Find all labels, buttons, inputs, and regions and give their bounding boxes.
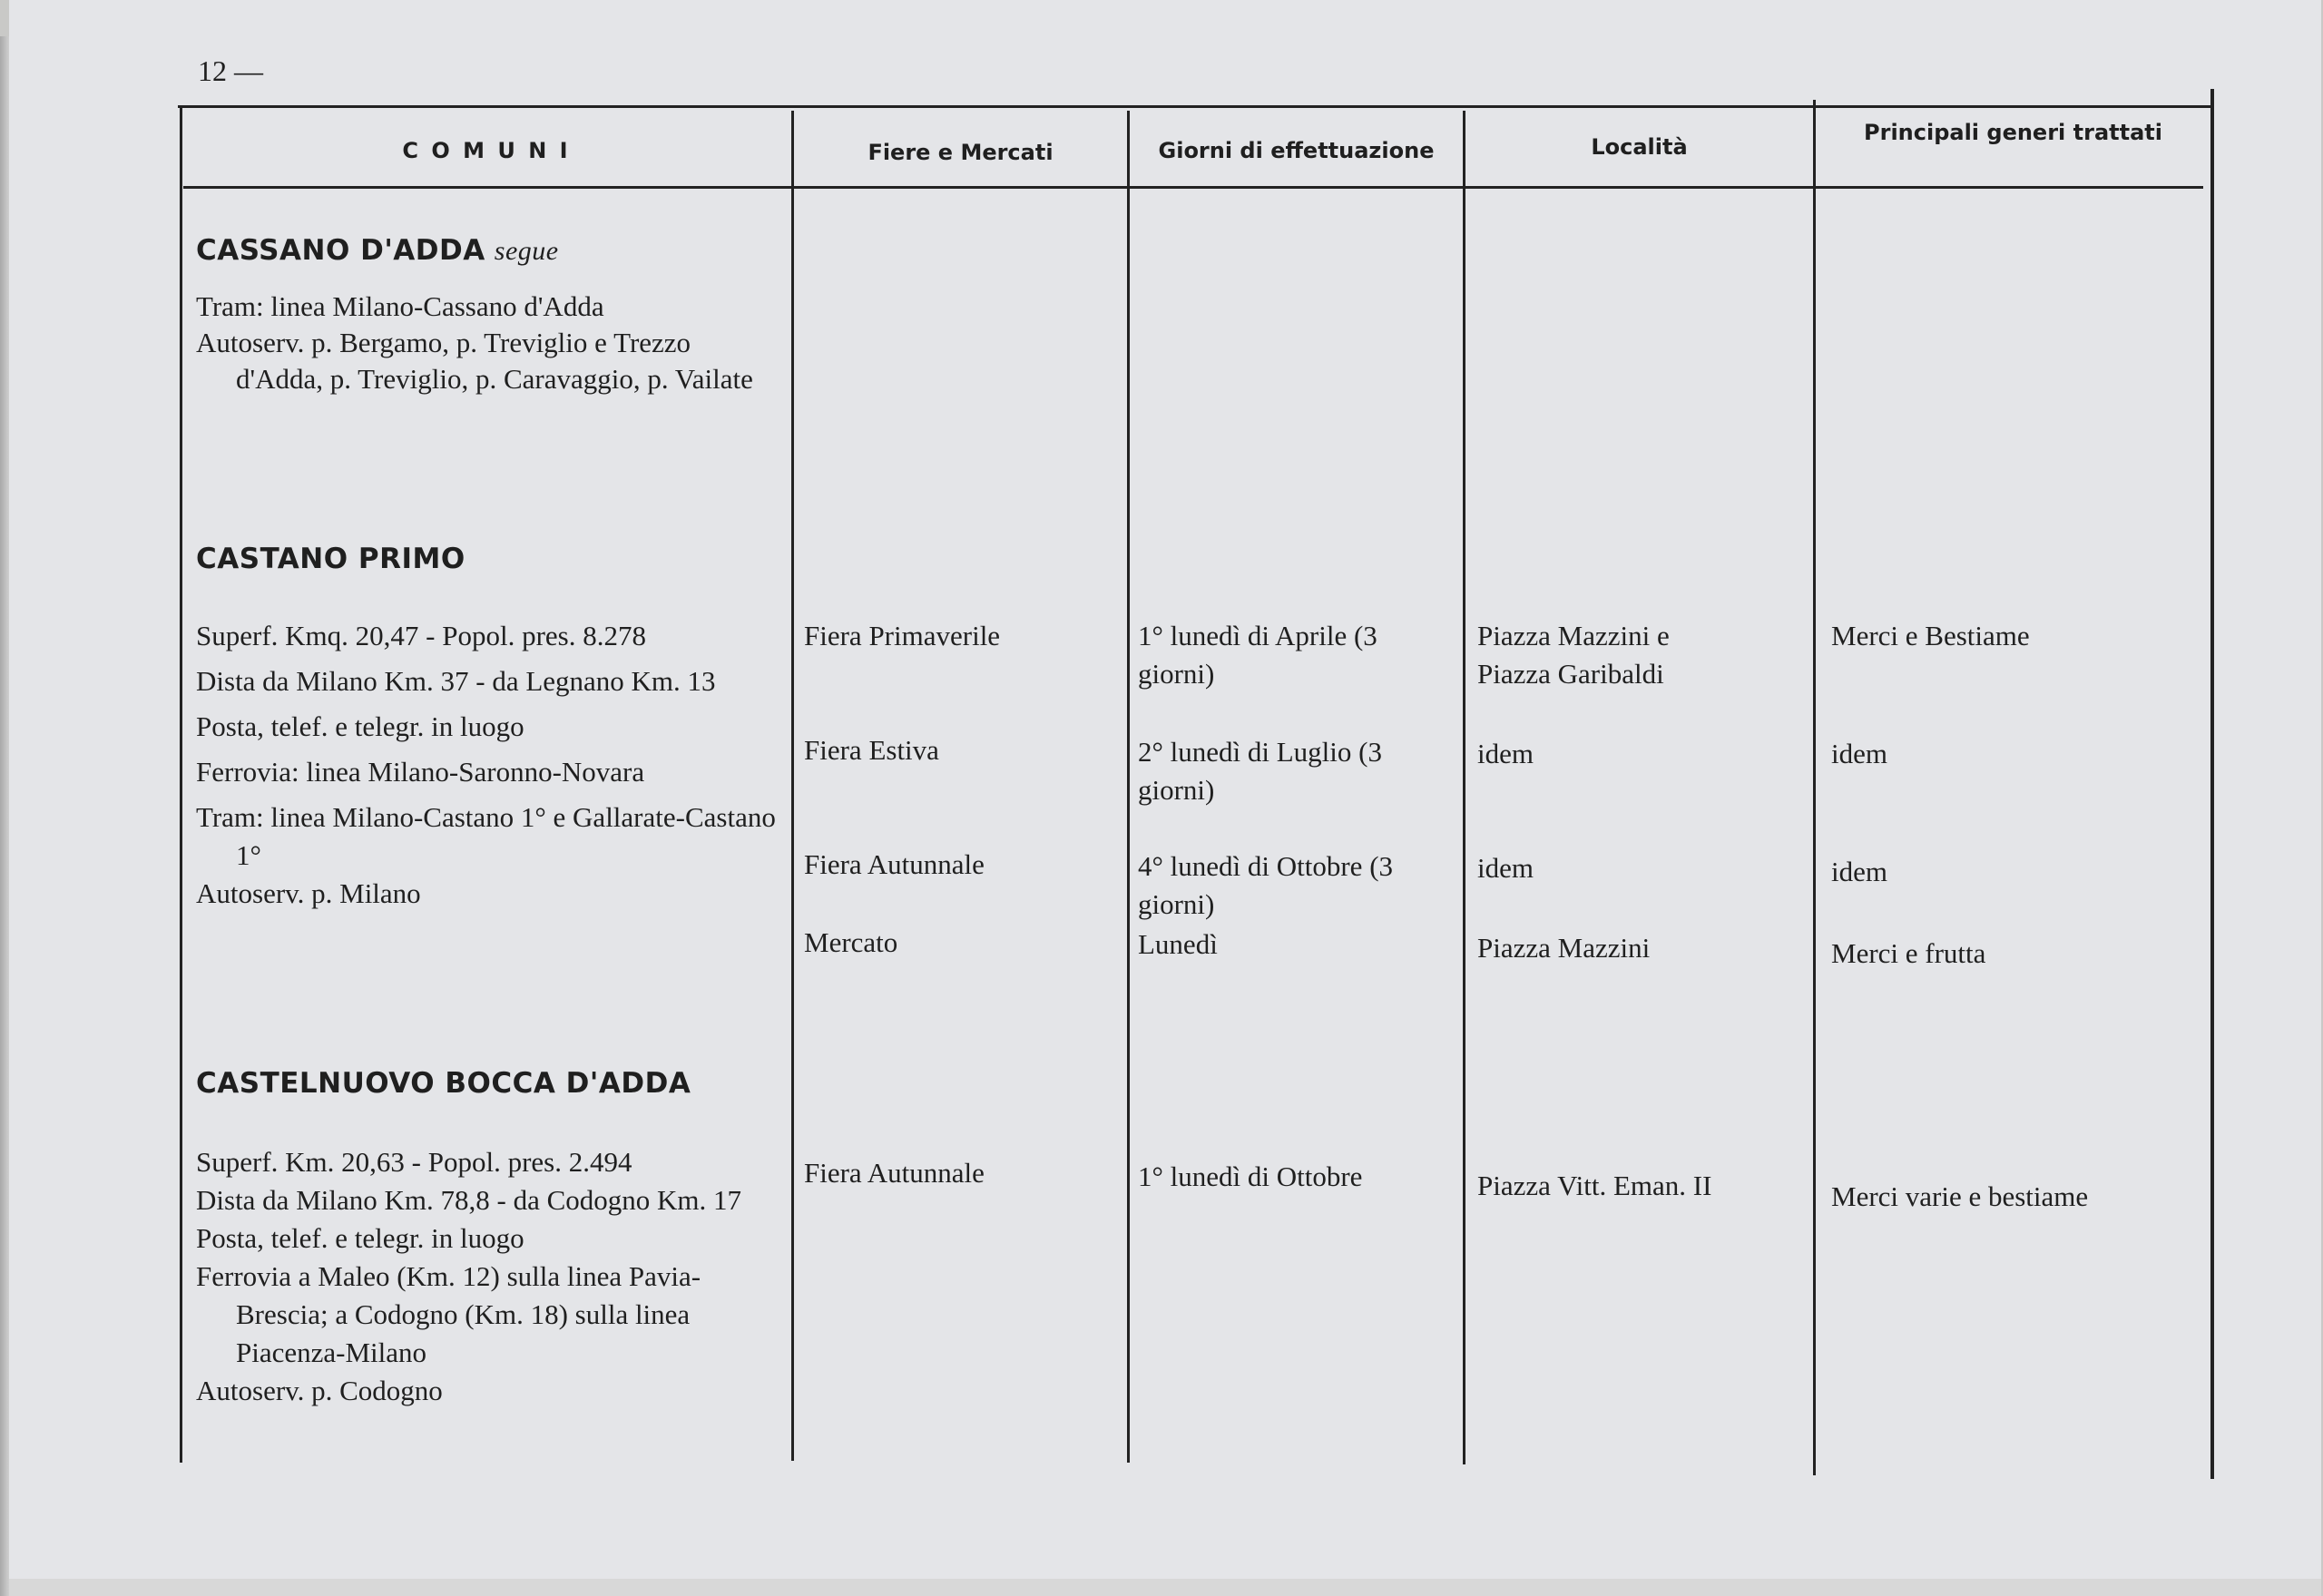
table-right-border — [2210, 89, 2214, 1479]
column-header-comuni: C O M U N I — [402, 138, 571, 163]
comune-info — [196, 289, 777, 397]
info-line: Dista da Milano Km. 37 - da Legnano Km. 13 — [196, 665, 716, 697]
info-line: Ferrovia a Maleo (Km. 12) sulla linea Pavia-Brescia; a Codogno (Km. 18) sulla linea Piacenza-Milano — [196, 1260, 701, 1368]
comune-info — [196, 617, 777, 913]
info-line: Autoserv. p. Milano — [196, 877, 421, 909]
localita-cell: Piazza Vitt. Eman. II — [1477, 1170, 1712, 1201]
column-divider-2 — [1127, 111, 1130, 1463]
localita-cell: Piazza Mazzini — [1477, 932, 1651, 964]
section-title — [196, 543, 466, 575]
giorni-cell: 4° lunedì di Ottobre (3 giorni) — [1138, 850, 1394, 920]
info-line: Posta, telef. e telegr. in luogo — [196, 710, 524, 742]
page-number: 12 — — [198, 54, 263, 87]
table-top-border — [178, 105, 2210, 108]
section-title — [196, 234, 559, 267]
comune-name: CASTELNUOVO BOCCA D'ADDA — [196, 1067, 691, 1100]
fiera-cell: Fiera Autunnale — [804, 848, 985, 880]
generi-cell: idem — [1831, 738, 1887, 769]
header-bottom-rule — [183, 186, 2203, 189]
page-left-shadow — [0, 36, 9, 1596]
comune-info — [196, 1143, 777, 1410]
localita-cell: idem — [1477, 852, 1534, 884]
section-title — [196, 1067, 691, 1100]
fiera-cell: Fiera Primaverile — [804, 620, 1001, 651]
giorni-cell: Lunedì — [1138, 928, 1218, 960]
column-divider-3 — [1463, 111, 1465, 1464]
info-line: Autoserv. p. Bergamo, p. Treviglio e Trezzo d'Adda, p. Treviglio, p. Caravaggio, p. Vailate — [196, 327, 753, 395]
fiera-cell: Fiera Estiva — [804, 734, 939, 766]
info-line: Superf. Kmq. 20,47 - Popol. pres. 8.278 — [196, 620, 646, 651]
info-line: Tram: linea Milano-Cassano d'Adda — [196, 290, 604, 322]
info-line: Dista da Milano Km. 78,8 - da Codogno Km. 17 — [196, 1184, 742, 1216]
info-line: Superf. Km. 20,63 - Popol. pres. 2.494 — [196, 1146, 632, 1178]
localita-cell: idem — [1477, 738, 1534, 769]
column-header-generi: Principali generi trattati — [1864, 120, 2162, 145]
column-divider-4 — [1813, 100, 1816, 1475]
comune-name: CASTANO PRIMO — [196, 543, 466, 575]
info-line: Tram: linea Milano-Castano 1° e Gallarate-Castano 1° — [196, 801, 776, 871]
info-line: Posta, telef. e telegr. in luogo — [196, 1222, 524, 1254]
column-divider-1 — [791, 111, 794, 1461]
generi-cell: Merci e Bestiame — [1831, 620, 2030, 651]
giorni-cell: 2° lunedì di Luglio (3 giorni) — [1138, 736, 1382, 806]
fiera-cell: Fiera Autunnale — [804, 1157, 985, 1189]
info-line: Autoserv. p. Codogno — [196, 1375, 443, 1406]
generi-cell: Merci e frutta — [1831, 937, 1986, 969]
column-header-localita: Località — [1591, 134, 1688, 160]
generi-cell: Merci varie e bestiame — [1831, 1180, 2089, 1212]
fiera-cell: Mercato — [804, 926, 898, 958]
generi-cell: idem — [1831, 856, 1887, 887]
giorni-cell: 1° lunedì di Aprile (3 giorni) — [1138, 620, 1377, 690]
table-left-border — [180, 107, 182, 1463]
localita-cell: Piazza Mazzini e Piazza Garibaldi — [1477, 620, 1670, 690]
giorni-cell: 1° lunedì di Ottobre — [1138, 1160, 1363, 1192]
column-header-fiere: Fiere e Mercati — [867, 140, 1054, 165]
comune-suffix: segue — [494, 236, 559, 266]
info-line: Ferrovia: linea Milano-Saronno-Novara — [196, 756, 645, 788]
comune-name: CASSANO D'ADDA — [196, 234, 485, 267]
column-header-giorni: Giorni di effettuazione — [1158, 138, 1435, 163]
page-bottom-edge — [9, 1579, 2321, 1596]
